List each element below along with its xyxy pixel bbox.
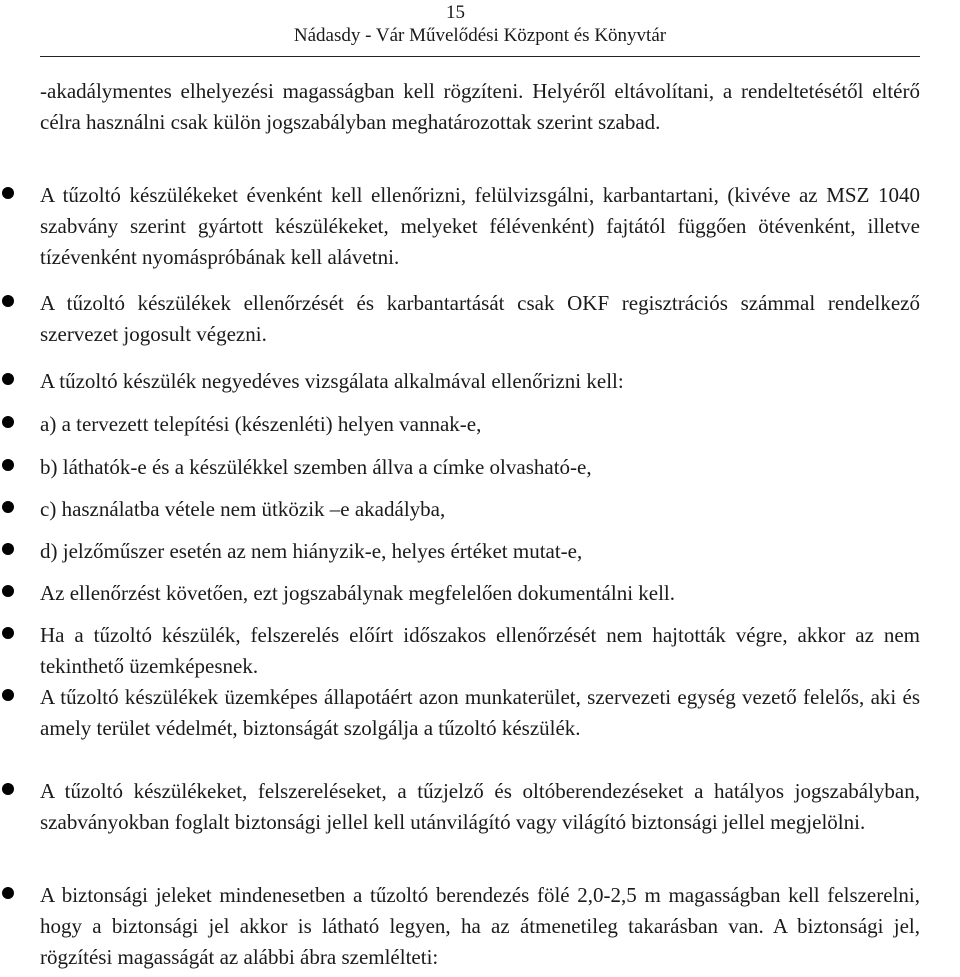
bullet-icon xyxy=(2,543,14,555)
list-item: A tűzoltó készülékeket évenként kell ellenőrizni, felülvizsgálni, karbantartani, (kivéve az MSZ 1040 szabvány szerint gyártott készülékeket, melyeket félévenként) fajtától függően ötévenként, illetve tízévenként nyomáspróbának kell alávetni. xyxy=(40,183,920,269)
bullet-icon xyxy=(2,459,14,471)
list-item: b) láthatók-e és a készülékkel szemben állva a címke olvasható-e, xyxy=(40,455,592,479)
bullet-icon xyxy=(2,887,14,899)
bullet-icon xyxy=(2,627,14,639)
bullet-icon xyxy=(2,295,14,307)
bullet-icon xyxy=(2,689,14,701)
header-title: Nádasdy - Vár Művelődési Központ és Könyvtár xyxy=(293,25,667,46)
list-item: Ha a tűzoltó készülék, felszerelés előírt időszakos ellenőrzését nem hajtották végre, akkor az nem tekinthető üzemképesnek. xyxy=(40,623,920,678)
intro-paragraph: -akadálymentes elhelyezési magasságban kell rögzíteni. Helyéről eltávolítani, a rendeltetésétől eltérő célra használni csak külön jogszabályban meghatározottak szerint szabad. xyxy=(40,79,920,134)
list-item: c) használatba vétele nem ütközik –e akadályba, xyxy=(40,497,446,521)
bullet-icon xyxy=(2,187,14,199)
bullet-icon xyxy=(2,373,14,385)
bullet-icon xyxy=(2,501,14,513)
list-item: d) jelzőműszer esetén az nem hiányzik-e, helyes értéket mutat-e, xyxy=(40,539,583,563)
list-item: A biztonsági jeleket mindenesetben a tűzoltó berendezés fölé 2,0-2,5 m magasságban kell felszerelni, hogy a biztonsági jel akkor is látható legyen, ha az átmenetileg takarásban van. A biztonsági jel, rögzítési magasságát az alábbi ábra szemlélteti: xyxy=(40,883,920,969)
page-number: 15 xyxy=(446,2,465,23)
list-item: A tűzoltó készülékek ellenőrzését és karbantartását csak OKF regisztrációs számmal rendelkező szervezet jogosult végezni. xyxy=(40,291,920,346)
list-item: a) a tervezett telepítési (készenléti) helyen vannak-e, xyxy=(40,412,482,436)
bullet-icon xyxy=(2,585,14,597)
list-item: A tűzoltó készülékek üzemképes állapotáért azon munkaterület, szervezeti egység vezető felelős, aki és amely terület védelmét, biztonságát szolgálja a tűzoltó készülék. xyxy=(40,685,920,740)
list-item: A tűzoltó készülékeket, felszereléseket, a tűzjelző és oltóberendezéseket a hatályos jogszabályban, szabványokban foglalt biztonsági jellel kell utánvilágító vagy világító biztonsági jellel megjelölni. xyxy=(40,779,920,834)
bullet-icon xyxy=(2,783,14,795)
bullet-icon xyxy=(2,416,14,428)
list-item: A tűzoltó készülék negyedéves vizsgálata alkalmával ellenőrizni kell: xyxy=(40,369,624,393)
list-item: Az ellenőrzést követően, ezt jogszabálynak megfelelően dokumentálni kell. xyxy=(40,581,676,605)
